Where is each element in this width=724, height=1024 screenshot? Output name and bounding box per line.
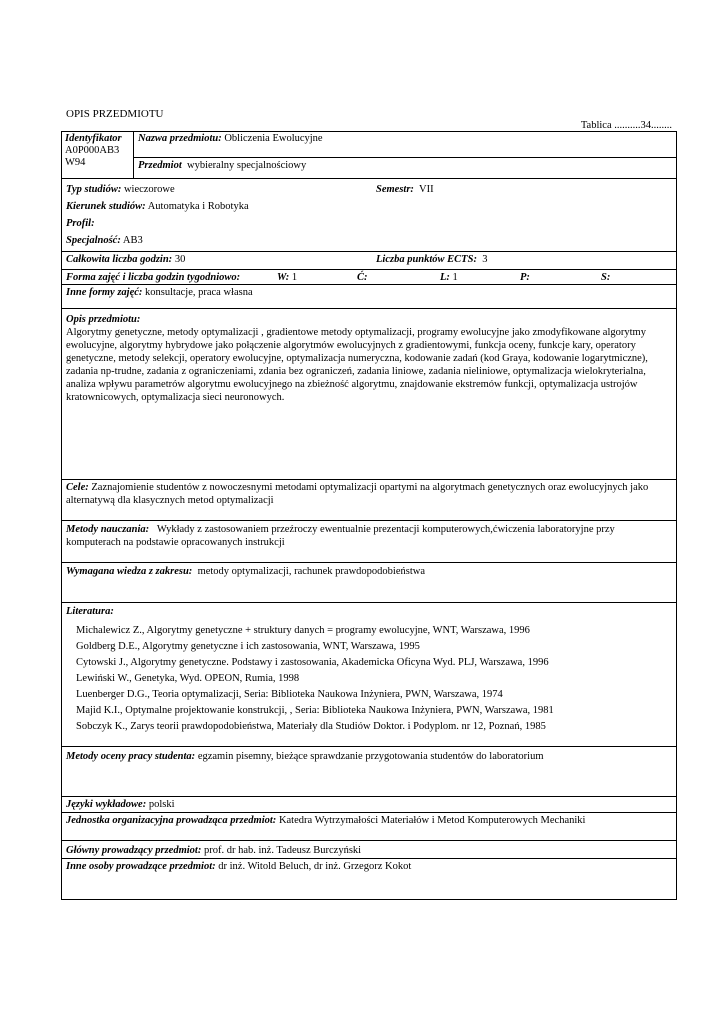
- literature-item: Luenberger D.G., Teoria optymalizacji, Seria: Biblioteka Naukowa Inżyniera, PWN, Warszawa, 1974: [76, 689, 503, 700]
- profile-label: Profil:: [66, 218, 95, 229]
- study-info-section: [62, 179, 676, 252]
- seminar-label: S:: [601, 272, 611, 283]
- ects-value: 3: [482, 254, 488, 265]
- specialization-label: Specjalność:: [66, 235, 121, 246]
- lab-label: L:: [440, 272, 450, 283]
- field-of-study-value: Automatyka i Robotyka: [147, 201, 249, 212]
- literature-label: Literatura:: [66, 606, 114, 617]
- other-lecturers-row: [62, 859, 676, 899]
- literature-item: Lewiński W., Genetyka, Wyd. OPEON, Rumia, 1998: [76, 673, 300, 684]
- other-forms-row: [62, 285, 676, 309]
- goals-row: [62, 480, 676, 521]
- total-hours-label: Całkowita liczba godzin:: [66, 254, 173, 265]
- course-name-value: Obliczenia Ewolucyjne: [224, 133, 323, 144]
- teaching-methods-label: Metody nauczania:: [66, 524, 150, 535]
- ects-label: Liczba punktów ECTS:: [376, 254, 477, 265]
- assessment-row: [62, 747, 676, 797]
- assessment-label: Metody oceny pracy studenta:: [66, 751, 196, 762]
- other-forms-value: konsultacje, praca własna: [145, 287, 253, 298]
- goals-label: Cele:: [66, 482, 89, 493]
- unit-row: [62, 813, 676, 841]
- project-label: P:: [520, 272, 530, 283]
- identifier-code: A0P000AB3: [65, 145, 120, 156]
- literature-item: Goldberg D.E., Algorytmy genetyczne i ich zastosowania, WNT, Warszawa, 1995: [76, 641, 420, 652]
- identifier-code-2: W94: [65, 157, 86, 168]
- lab-hours: 1: [452, 272, 458, 283]
- class-form-row: [62, 270, 676, 285]
- other-forms-label: Inne formy zajęć:: [66, 287, 143, 298]
- literature-item: Sobczyk K., Zarys teorii prawdopodobieństwa, Materiały dla Studiów Doktor. i Podyplom. nr 12, Poznań, 1985: [76, 721, 546, 732]
- teaching-methods-text: Wykłady z zastosowaniem przeźroczy ewentualnie prezentacji komputerowych,ćwiczenia laboratoryjne przy komputerach na podstawie opracowanych instrukcji: [66, 524, 615, 548]
- course-description-form: [61, 131, 677, 900]
- course-name-cell: [134, 132, 676, 158]
- other-lecturers-value: dr inż. Witold Beluch, dr inż. Grzegorz Kokot: [218, 861, 412, 872]
- required-knowledge-label: Wymagana wiedza z zakresu:: [66, 566, 193, 577]
- goals-text: Zaznajomienie studentów z nowoczesnymi metodami optymalizacji opartymi na algorytmach genetycznych oraz ewolucyjnych jako alternatywą dla klasycznych metod optymalizacji: [66, 482, 649, 506]
- required-knowledge-row: [62, 563, 676, 603]
- other-lecturers-label: Inne osoby prowadzące przedmiot:: [66, 861, 216, 872]
- semester-label: Semestr:: [376, 184, 414, 195]
- literature-item: Cytowski J., Algorytmy genetyczne. Podstawy i zastosowania, Akademicka Oficyna Wyd. PLJ, Warszawa, 1996: [76, 657, 549, 668]
- language-row: [62, 797, 676, 813]
- literature-item: Majid K.I., Optymalne projektowanie konstrukcji, , Seria: Biblioteka Naukowa Inżyniera, PWN, Warszawa, 1981: [76, 705, 554, 716]
- lecture-hours: 1: [291, 272, 298, 283]
- main-lecturer-value: prof. dr hab. inż. Tadeusz Burczyński: [203, 845, 362, 856]
- teaching-methods-row: [62, 521, 676, 563]
- lecture-label: W:: [277, 272, 290, 283]
- exercises-label: Ć:: [357, 272, 368, 283]
- identification-section: [62, 132, 676, 179]
- course-name-label: Nazwa przedmiotu:: [138, 133, 222, 144]
- literature-row: [62, 603, 676, 747]
- semester-value: VII: [418, 184, 434, 195]
- page-header: OPIS PRZEDMIOTU: [66, 108, 164, 120]
- identifier-cell: [62, 132, 134, 178]
- class-form-label: Forma zajęć i liczba godzin tygodniowo:: [66, 272, 241, 283]
- course-type-value: wybieralny specjalnościowy: [187, 160, 307, 171]
- identifier-label: Identyfikator: [65, 133, 122, 144]
- course-type-label: Przedmiot: [138, 160, 182, 171]
- field-of-study-label: Kierunek studiów:: [66, 201, 146, 212]
- description-text: Algorytmy genetyczne, metody optymalizacji , gradientowe metody optymalizacji, programy ewolucyjne jako zmodyfikowane algorytmy ewolucyjne, algorytmy hybrydowe jako połączenie algorytmów ewolucyjnych z gradientowymi, funkcja oceny, funkcje kary, operatory genetyczne, metody selekcji, operatory ewolucyjne, optymalizacja numeryczna, kodowanie zadań (kod Graya, kodowanie logarytmiczne), zadania np-trudne, zadania z ograniczeniami, zdania bez ograniczeń, zadania liniowe, zadania nieliniowe, optymalizacja wielokryterialna, analiza wpływu parametrów algorytmu ewolucyjnego na zbieżność algorytmu, znajdowanie ekstremów funkcji, optymalizacja ustrojów kratownicowych, optymalizacja sieci neuronowych.: [66, 327, 648, 403]
- language-value: polski: [148, 799, 175, 810]
- unit-label: Jednostka organizacyjna prowadząca przedmiot:: [66, 815, 277, 826]
- description-label: Opis przedmiotu:: [66, 314, 141, 325]
- course-type-cell: [134, 158, 676, 178]
- required-knowledge-text: metody optymalizacji, rachunek prawdopodobieństwa: [197, 566, 425, 577]
- main-lecturer-row: [62, 841, 676, 859]
- description-row: [62, 309, 676, 480]
- table-number: Tablica ..........34........: [580, 120, 672, 131]
- literature-item: Michalewicz Z., Algorytmy genetyczne + struktury danych = programy ewolucyjne, WNT, Warszawa, 1996: [76, 625, 530, 636]
- specialization-value: AB3: [122, 235, 143, 246]
- language-label: Języki wykładowe:: [66, 799, 147, 810]
- main-lecturer-label: Główny prowadzący przedmiot:: [66, 845, 202, 856]
- study-type-value: wieczorowe: [123, 184, 175, 195]
- hours-row: [62, 252, 676, 270]
- study-type-label: Typ studiów:: [66, 184, 122, 195]
- unit-value: Katedra Wytrzymałości Materiałów i Metod Komputerowych Mechaniki: [278, 815, 586, 826]
- total-hours-value: 30: [174, 254, 186, 265]
- assessment-text: egzamin pisemny, bieżące sprawdzanie przygotowania studentów do laboratorium: [197, 751, 544, 762]
